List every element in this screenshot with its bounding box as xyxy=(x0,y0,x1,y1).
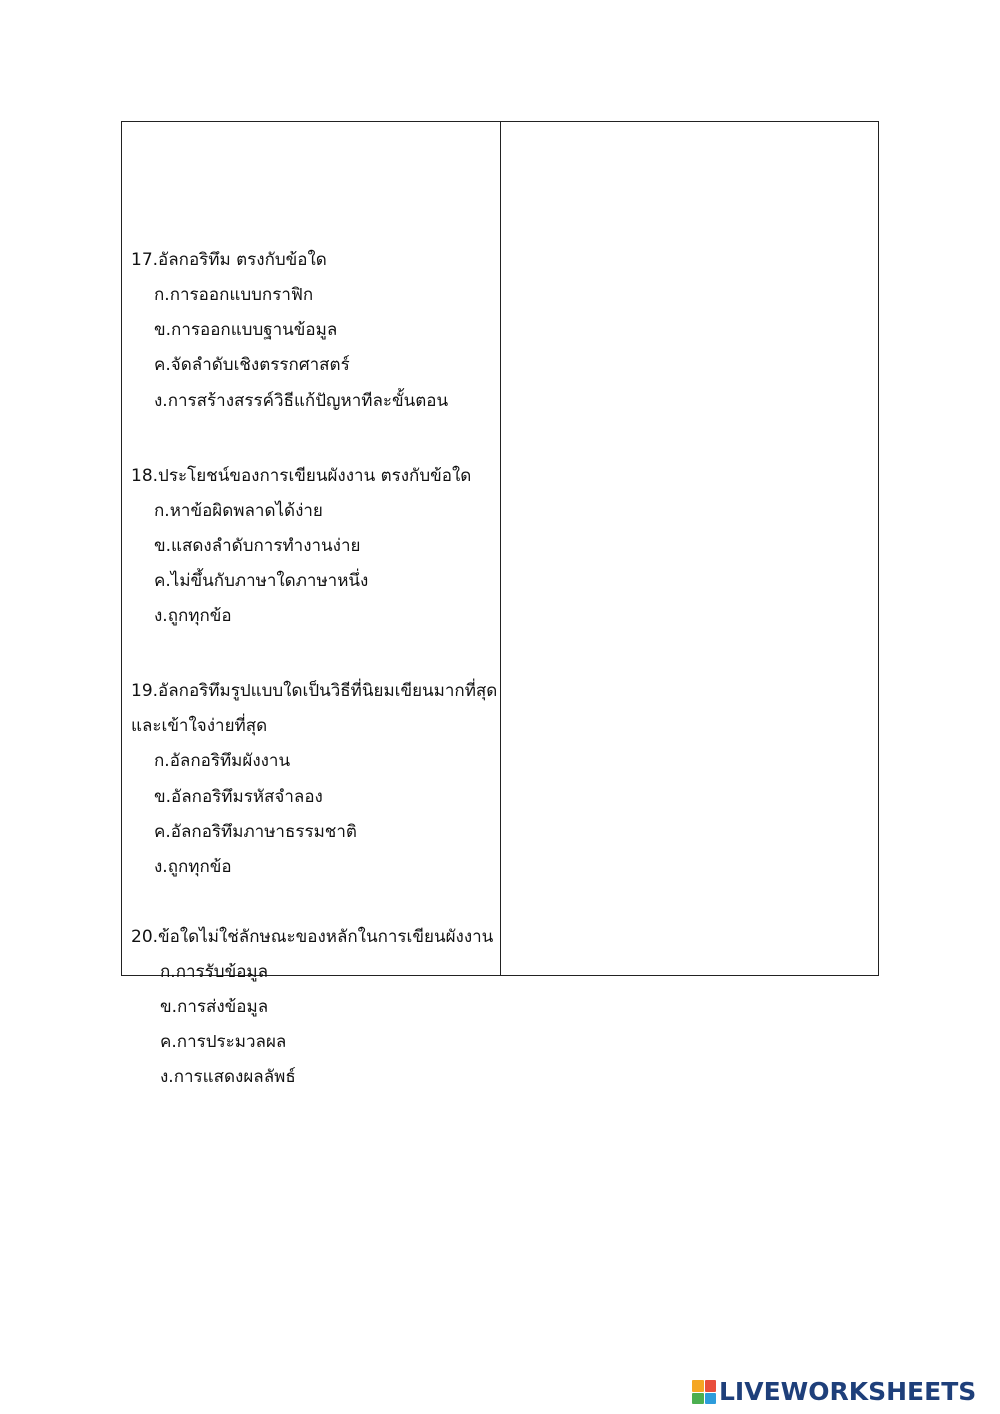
question-18: 18.ประโยชน์ของการเขียนผังงาน ตรงกับข้อใด xyxy=(131,466,472,486)
question-20-option-b[interactable]: ข.การส่งข้อมูล xyxy=(160,997,269,1017)
question-20-option-c[interactable]: ค.การประมวลผล xyxy=(160,1032,287,1052)
liveworksheets-logo xyxy=(692,1376,976,1408)
question-18-option-d[interactable]: ง.ถูกทุกข้อ xyxy=(154,606,232,626)
question-20: 20.ข้อใดไม่ใช่ลักษณะของหลักในการเขียนผังงาน xyxy=(131,927,494,947)
answer-column xyxy=(501,122,878,975)
question-18-option-c[interactable]: ค.ไม่ขึ้นกับภาษาใดภาษาหนึ่ง xyxy=(154,571,369,591)
question-18-option-a[interactable]: ก.หาข้อผิดพลาดได้ง่าย xyxy=(154,501,323,521)
question-19-option-d[interactable]: ง.ถูกทุกข้อ xyxy=(154,857,232,877)
question-19: 19.อัลกอริทึมรูปแบบใดเป็นวิธีที่นิยมเขียนมากที่สุด xyxy=(131,681,498,701)
question-19-option-c[interactable]: ค.อัลกอริทึมภาษาธรรมชาติ xyxy=(154,822,357,842)
question-17-option-d[interactable]: ง.การสร้างสรรค์วิธีแก้ปัญหาทีละขั้นตอน xyxy=(154,391,449,411)
question-19-option-b[interactable]: ข.อัลกอริทึมรหัสจำลอง xyxy=(154,787,323,807)
question-17-option-b[interactable]: ข.การออกแบบฐานข้อมูล xyxy=(154,320,338,340)
worksheet-table xyxy=(121,121,879,1087)
questions-column xyxy=(122,122,501,1087)
question-20-option-d[interactable]: ง.การแสดงผลลัพธ์ xyxy=(160,1067,296,1087)
question-17-option-c[interactable]: ค.จัดลำดับเชิงตรรกศาสตร์ xyxy=(154,355,350,375)
question-19-continued: และเข้าใจง่ายที่สุด xyxy=(131,716,268,736)
question-17-option-a[interactable]: ก.การออกแบบกราฟิก xyxy=(154,285,314,305)
question-19-option-a[interactable]: ก.อัลกอริทึมผังงาน xyxy=(154,751,291,771)
question-17: 17.อัลกอริทึม ตรงกับข้อใด xyxy=(131,250,327,270)
question-18-option-b[interactable]: ข.แสดงลำดับการทำงานง่าย xyxy=(154,536,361,556)
liveworksheets-logo-icon xyxy=(692,1380,716,1404)
liveworksheets-logo-text: LIVEWORKSHEETS xyxy=(719,1377,977,1406)
question-20-option-a[interactable]: ก.การรับข้อมูล xyxy=(160,962,269,982)
